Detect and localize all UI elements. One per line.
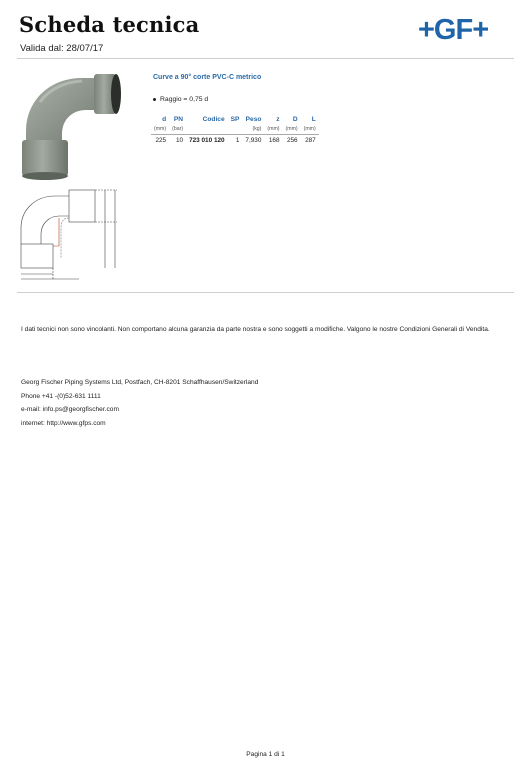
technical-drawing-icon — [19, 188, 132, 283]
col-l: L — [311, 116, 316, 123]
email-link[interactable]: e-mail: info.ps@georgfischer.com — [21, 406, 119, 414]
val-codice: 723 010 120 — [189, 137, 225, 144]
unit-pn: (bar) — [169, 125, 186, 135]
radius-text: Raggio = 0,75 d — [160, 96, 209, 103]
col-codice: Codice — [202, 116, 225, 123]
col-z: z — [276, 116, 280, 123]
val-dd: 256 — [286, 137, 298, 144]
section-divider — [17, 292, 514, 293]
product-photo-icon — [20, 72, 130, 182]
website-link[interactable]: internet: http://www.gfps.com — [21, 419, 106, 427]
col-sp: SP — [230, 116, 240, 123]
radius-bullet — [153, 96, 208, 103]
phone-number: Phone +41 -(0)52-631 1111 — [21, 392, 101, 400]
unit-codice — [186, 125, 228, 135]
col-peso: Peso — [245, 116, 262, 123]
col-d: d — [162, 116, 167, 123]
bullet-dot-icon — [153, 98, 156, 101]
val-l: 287 — [305, 137, 316, 144]
disclaimer-text: I dati tecnici non sono vincolanti. Non comportano alcuna garanzia da parte nostra e sono soggetti a modifiche. Valgono le nostre Condizioni Generali di Vendita. — [21, 326, 490, 333]
col-dd: D — [292, 116, 298, 123]
val-pn: 10 — [175, 137, 184, 144]
company-address: Georg Fischer Piping Systems Ltd, Postfach, CH-8201 Schaffhausen/Switzerland — [21, 379, 259, 386]
valid-date: Valida dal: 28/07/17 — [20, 43, 104, 54]
contact-block — [21, 376, 258, 430]
col-pn: PN — [173, 116, 184, 123]
unit-sp — [228, 125, 243, 135]
val-d: 225 — [155, 137, 167, 144]
unit-dd: (mm) — [283, 125, 301, 135]
gf-logo: +GF+ — [418, 14, 489, 46]
table-row — [151, 135, 319, 146]
val-peso: 7,930 — [245, 137, 262, 144]
table-unit-row — [151, 125, 319, 135]
table-header-row — [151, 116, 319, 125]
page-number: Pagina 1 di 1 — [246, 751, 285, 758]
unit-z: (mm) — [264, 125, 282, 135]
spec-table — [151, 116, 319, 146]
unit-l: (mm) — [301, 125, 319, 135]
header-divider — [17, 58, 514, 59]
unit-d: (mm) — [151, 125, 169, 135]
val-z: 168 — [268, 137, 280, 144]
unit-peso: (kg) — [242, 125, 264, 135]
page-title: Scheda tecnica — [19, 12, 200, 37]
val-sp: 1 — [235, 137, 240, 144]
product-title: Curve a 90° corte PVC-C metrico — [153, 74, 262, 81]
